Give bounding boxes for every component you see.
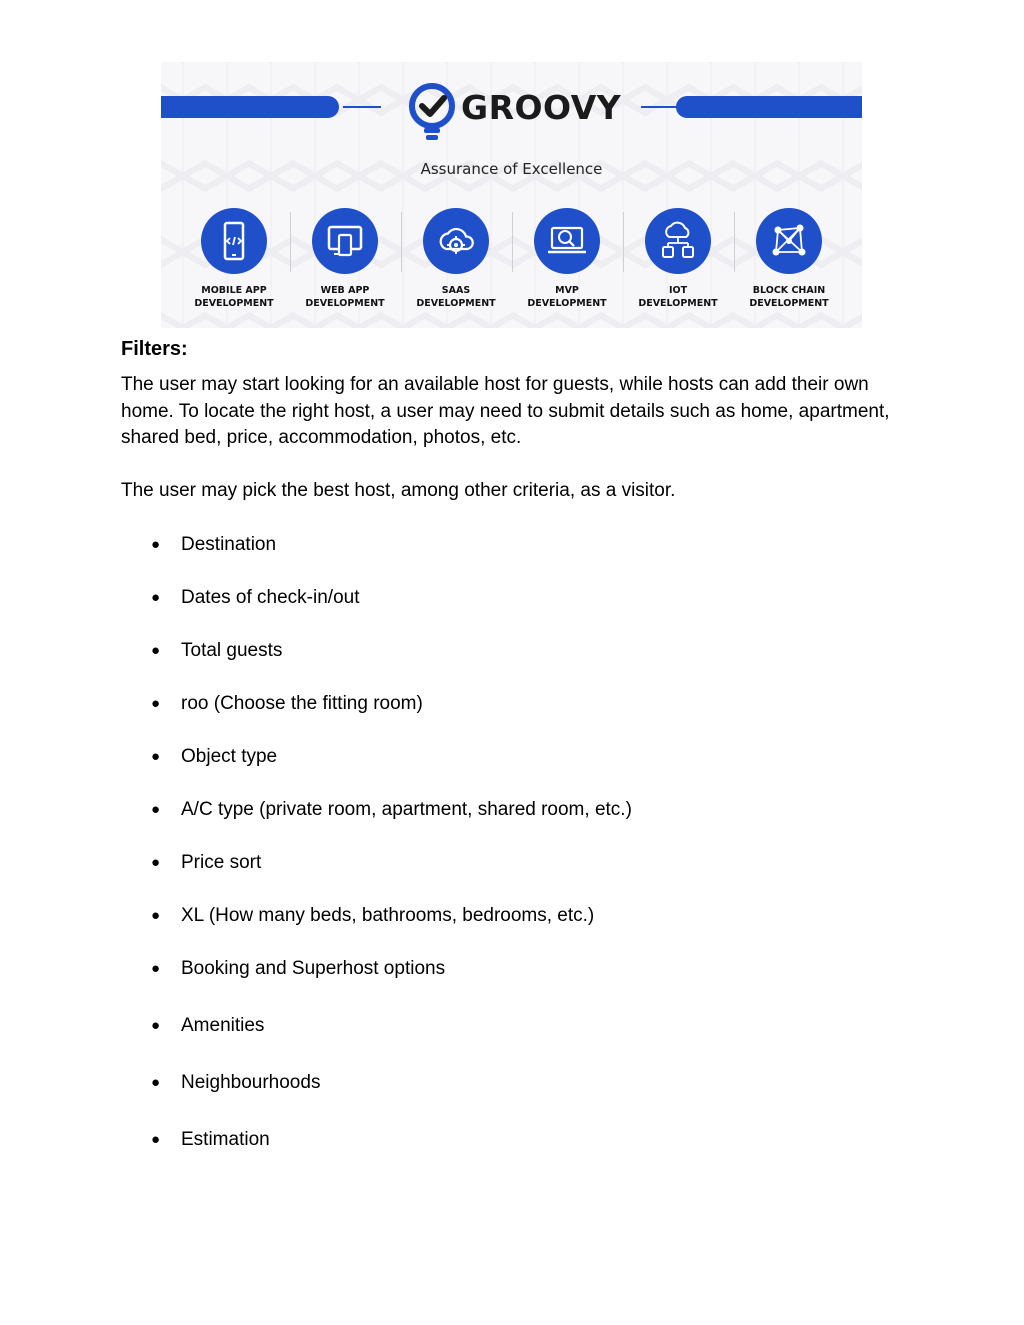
- bullet-icon: ●: [151, 1131, 161, 1148]
- service-icon-circle: [423, 208, 489, 274]
- service-icon-circle: [312, 208, 378, 274]
- banner-right-line: [641, 106, 677, 108]
- service-label: MOBILE APP DEVELOPMENT: [194, 285, 274, 309]
- bullet-icon: ●: [151, 589, 161, 606]
- network-nodes-icon: [770, 222, 808, 260]
- service-web-app: [290, 208, 400, 312]
- brand-name: GROOVY: [461, 88, 622, 127]
- service-saas: [401, 208, 511, 312]
- bullet-icon: ●: [151, 907, 161, 924]
- bullet-icon: ●: [151, 854, 161, 871]
- groovy-banner: [161, 62, 862, 328]
- service-mobile-app: [179, 208, 289, 312]
- service-label: BLOCK CHAIN DEVELOPMENT: [749, 285, 829, 309]
- service-iot: [623, 208, 733, 312]
- service-label: WEB APP DEVELOPMENT: [305, 285, 385, 309]
- bullet-icon: ●: [151, 960, 161, 977]
- service-label: MVP DEVELOPMENT: [527, 285, 607, 309]
- section-heading: Filters:: [121, 338, 188, 360]
- banner-left-line: [343, 106, 381, 108]
- mobile-code-icon: [217, 221, 251, 261]
- banner-left-bar: [161, 96, 339, 118]
- tagline: Assurance of Excellence: [420, 160, 603, 178]
- cloud-gear-icon: [436, 223, 476, 259]
- bullet-icon: ●: [151, 801, 161, 818]
- service-mvp: [512, 208, 622, 312]
- laptop-search-icon: [546, 223, 588, 259]
- bulb-check-icon: [407, 82, 457, 144]
- services-row: [179, 208, 844, 312]
- intro-paragraph: The user may start looking for an available host for guests, while hosts can add their own home. To locate the right host, a user may need to submit details such as home, apartment, shared bed, price, accommodation, photos, etc.: [121, 374, 890, 448]
- bullet-icon: ●: [151, 695, 161, 712]
- cloud-devices-icon: [659, 221, 697, 261]
- criteria-paragraph: The user may pick the best host, among other criteria, as a visitor.: [121, 480, 676, 501]
- service-label: SAAS DEVELOPMENT: [416, 285, 496, 309]
- monitor-phone-icon: [326, 223, 364, 259]
- bullet-icon: ●: [151, 642, 161, 659]
- bullet-icon: ●: [151, 1074, 161, 1091]
- service-icon-circle: [645, 208, 711, 274]
- bullet-icon: ●: [151, 1017, 161, 1034]
- service-label: IOT DEVELOPMENT: [638, 285, 718, 309]
- bullet-icon: ●: [151, 536, 161, 553]
- service-blockchain: [734, 208, 844, 312]
- groovy-logo: [407, 82, 627, 146]
- service-icon-circle: [756, 208, 822, 274]
- service-icon-circle: [201, 208, 267, 274]
- banner-right-bar: [676, 96, 862, 118]
- service-icon-circle: [534, 208, 600, 274]
- bullet-icon: ●: [151, 748, 161, 765]
